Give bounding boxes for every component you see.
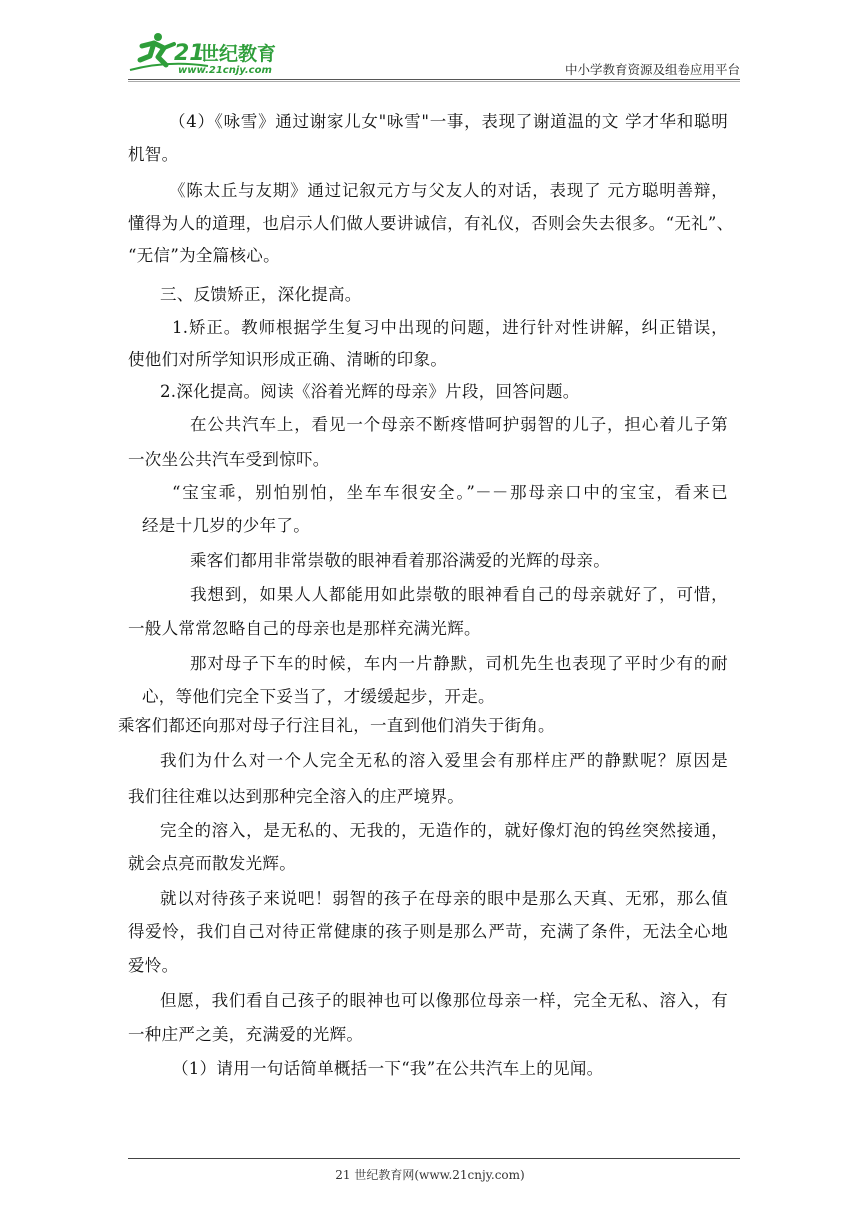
passage-line: 在公共汽车上，看见一个母亲不断疼惜呵护弱智的儿子，担心着儿子第: [190, 415, 728, 434]
svg-text:21: 21: [174, 41, 205, 66]
header-divider-thin: [128, 81, 740, 82]
svg-text:世纪教育: 世纪教育: [200, 43, 277, 65]
page-header: [128, 30, 740, 78]
passage-line: 我们为什么对一个人完全无私的溶入爱里会有那样庄严的静默呢？原因是: [160, 751, 728, 770]
passage-line: 一种庄严之美，充满爱的光辉。: [128, 1025, 364, 1044]
passage-line: 完全的溶入，是无私的、无我的，无造作的，就好像灯泡的钨丝突然接通，: [160, 821, 728, 840]
text-line: （4）《咏雪》通过谢家儿女"咏雪"一事，表现了谢道温的文 学才华和聪明: [169, 112, 728, 131]
text-line: 2.深化提高。阅读《浴着光辉的母亲》片段，回答问题。: [160, 382, 580, 401]
passage-line: 就会点亮而散发光辉。: [128, 854, 296, 873]
passage-line: 乘客们都还向那对母子行注目礼，一直到他们消失于街角。: [118, 716, 555, 735]
passage-line: 乘客们都用非常崇敬的眼神看着那浴满爱的光辉的母亲。: [190, 551, 610, 570]
question-line: （1）请用一句话简单概括一下“我”在公共汽车上的见闻。: [172, 1059, 604, 1078]
text-line: 使他们对所学知识形成正确、清晰的印象。: [128, 350, 448, 369]
text-line: “无信”为全篇核心。: [128, 246, 280, 265]
passage-line: 得爱怜，我们自己对待正常健康的孩子则是那么严苛，充满了条件，无法全心地: [128, 922, 728, 941]
passage-line: 爱怜。: [128, 956, 179, 975]
passage-line: “宝宝乖，别怕别怕，坐车车很安全。”－－那母亲口中的宝宝，看来已: [172, 483, 728, 502]
passage-line: 我想到，如果人人都能用如此崇敬的眼神看自己的母亲就好了，可惜，: [190, 585, 728, 604]
passage-line: 经是十几岁的少年了。: [142, 516, 310, 535]
page-footer: 21 世纪教育网(www.21cnjy.com): [335, 1168, 525, 1182]
svg-text:www.21cnjy.com: www.21cnjy.com: [178, 65, 272, 76]
passage-line: 一般人常常忽略自己的母亲也是那样充满光辉。: [128, 619, 481, 638]
passage-line: 心，等他们完全下妥当了，才缓缓起步，开走。: [142, 687, 495, 706]
section-heading: 三、反馈矫正，深化提高。: [160, 285, 362, 304]
text-line: 机智。: [128, 145, 179, 164]
text-line: 1.矫正。教师根据学生复习中出现的问题，进行针对性讲解，纠正错误，: [172, 318, 728, 337]
passage-line: 我们往往难以达到那种完全溶入的庄严境界。: [128, 787, 464, 806]
passage-line: 一次坐公共汽车受到惊吓。: [128, 450, 330, 469]
passage-line: 那对母子下车的时候，车内一片静默，司机先生也表现了平时少有的耐: [190, 654, 728, 673]
header-divider: [128, 79, 740, 80]
footer-divider: [128, 1158, 740, 1159]
text-line: 懂得为人的道理，也启示人们做人要讲诚信，有礼仪，否则会失去很多。“无礼”、: [128, 214, 734, 233]
passage-line: 就以对待孩子来说吧！弱智的孩子在母亲的眼中是那么天真、无邪，那么值: [160, 889, 728, 908]
text-line: 《陈太丘与友期》通过记叙元方与父友人的对话，表现了 元方聪明善辩，: [169, 181, 728, 200]
logo-21cnjy: [128, 30, 298, 76]
passage-line: 但愿，我们看自己孩子的眼神也可以像那位母亲一样，完全无私、溶入，有: [160, 991, 728, 1010]
header-platform-text: 中小学教育资源及组卷应用平台: [564, 62, 740, 77]
